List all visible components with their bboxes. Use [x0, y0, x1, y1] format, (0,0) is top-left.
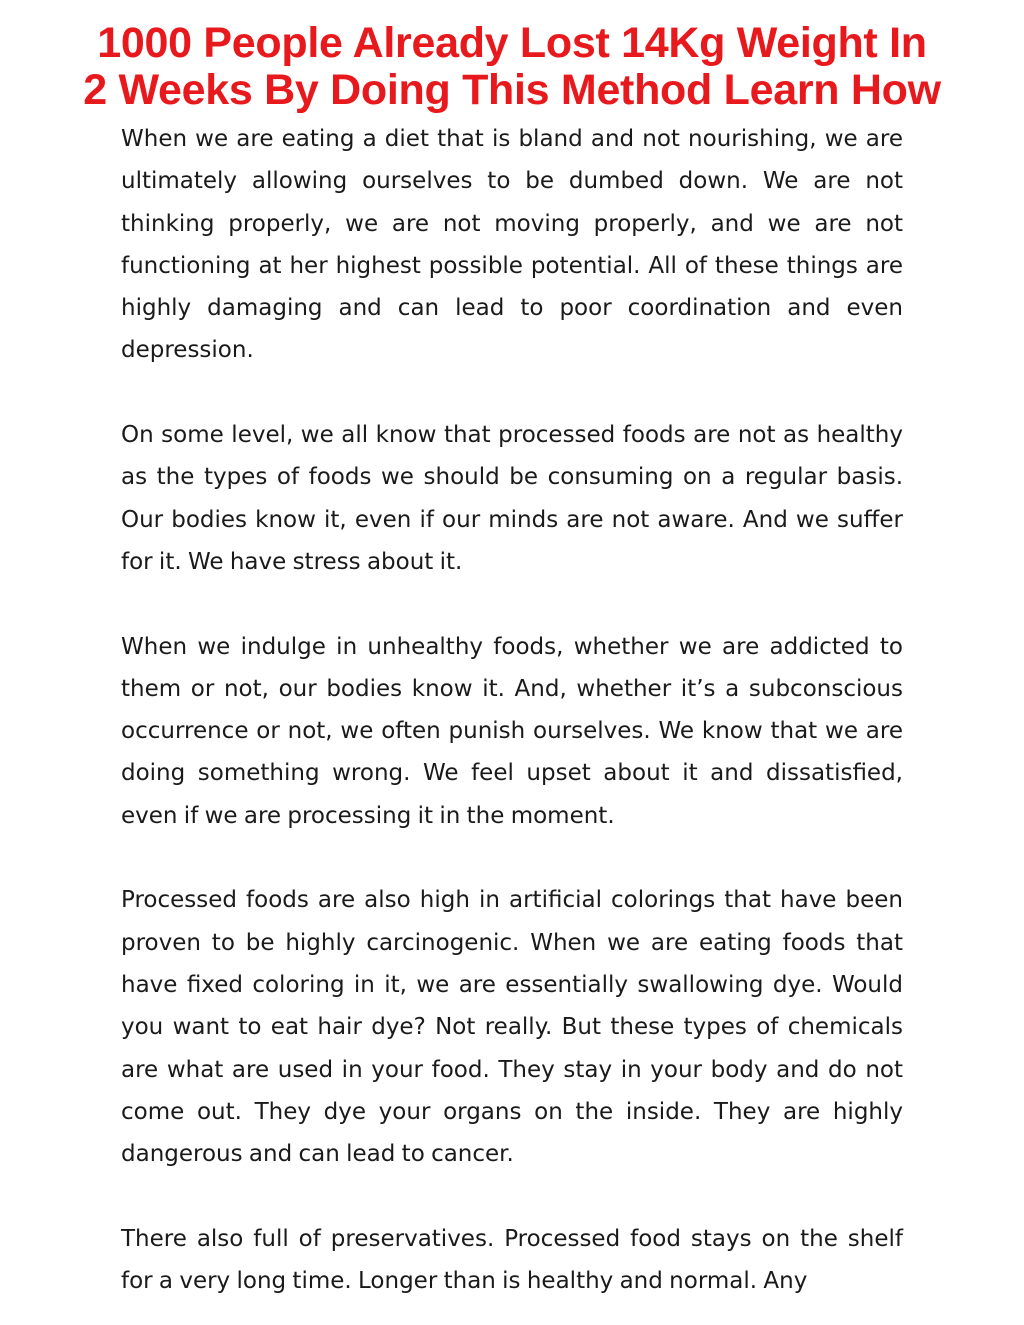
banner-line-2: 2 Weeks By Doing This Method Learn How: [83, 66, 941, 114]
paragraph: Processed foods are also high in artificial colorings that have been proven to be highly carcinogenic. When we are eating foods that have fixed coloring in it, we are essentially swallowing dye. Would you want to eat hair dye? Not really. But these types of chemicals are what are used in your food. They stay in your body and do not come out. They dye your organs on the inside. They are highly dangerous and can lead to cancer.: [121, 887, 903, 1168]
paragraph: When we are eating a diet that is bland and not nourishing, we are ultimately allowing ourselves to be dumbed down. We are not thinking properly, we are not moving properly, and we are not functioning at her highest possible potential. All of these things are highly damaging and can lead to poor coordination and even depression.: [121, 126, 903, 364]
promo-banner-link[interactable]: [0, 20, 1024, 114]
paragraph: When we indulge in unhealthy foods, whether we are addicted to them or not, our bodies know it. And, whether it’s a subconscious occurrence or not, we often punish ourselves. We know that we are doing something wrong. We feel upset about it and dissatisfied, even if we are processing it in the moment.: [121, 633, 903, 829]
banner-line-1: 1000 People Already Lost 14Kg Weight In: [97, 19, 927, 67]
paragraph: There also full of preservatives. Processed food stays on the shelf for a very long time. Longer than is healthy and normal. Any: [121, 1225, 903, 1295]
article-body: [121, 118, 903, 1325]
paragraph: On some level, we all know that processed foods are not as healthy as the types of foods we should be consuming on a regular basis. Our bodies know it, even if our minds are not aware. And we suffer for it. We have stress about it.: [121, 422, 903, 575]
